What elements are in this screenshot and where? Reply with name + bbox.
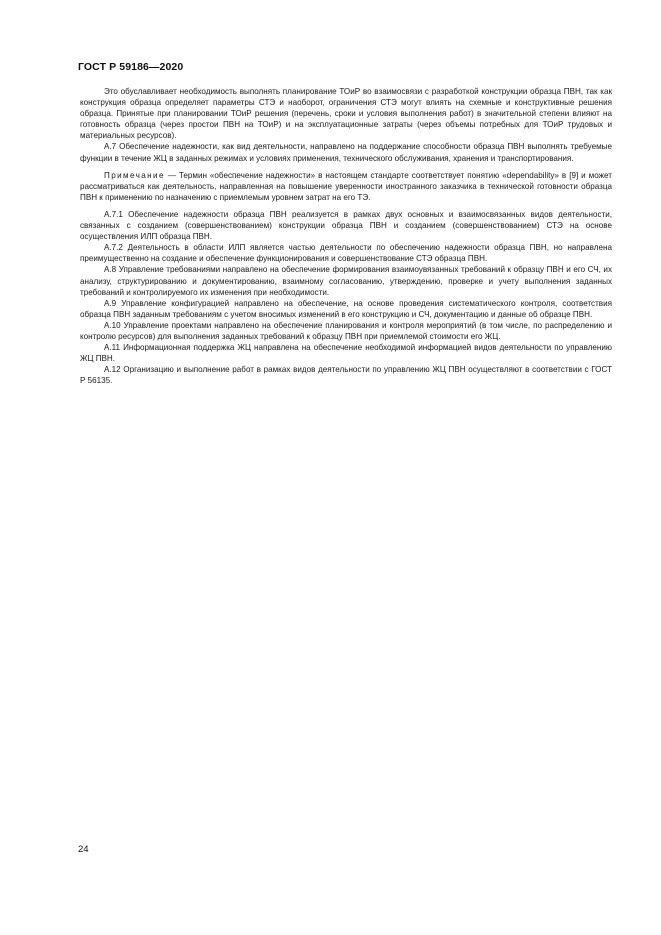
paragraph-a11: А.11 Информационная поддержка ЖЦ направлена на обеспечение необходимой информацией видов деятельности по управлению ЖЦ ПВН.	[80, 343, 612, 364]
paragraph-a7-2: А.7.2 Деятельность в области ИЛП является частью деятельности по обеспечению надежности образца ПВН, но направлена преимущественно на создание и обеспечение функционирования и совершенствование СТЭ образца ПВН.	[80, 243, 612, 264]
paragraph-a9: А.9 Управление конфигурацией направлено на обеспечение, на основе проведения систематического контроля, соответствия образца ПВН заданным требованиям с учетом вносимых изменений в его конструкцию и СЧ, документацию и данные об образце ПВН.	[80, 298, 612, 319]
note-label: Примечание	[104, 170, 165, 180]
paragraph-a7: А.7 Обеспечение надежности, как вид деятельности, направлено на поддержание способности образца ПВН выполнять требуемые функции в течение ЖЦ в заданных режимах и условиях применения, технического обслуживания, хранения и транспортирования.	[80, 142, 612, 163]
page-number: 24	[78, 844, 89, 855]
paragraph-toir-planning: Это обуславливает необходимость выполнять планирование ТОиР во взаимосвязи с разработкой конструкции образца ПВН, так как конструкция образца определяет параметры СТЭ и наоборот, ограничения СТЭ могут влиять на схемные и конструктивные решения образца. Принятые при планировании ТОиР решения (перечень, сроки и условия выполнения работ) в значительной степени влияют на готовность образца (через простои ПВН на ТОиР) и на эксплуатационные затраты (через объемы потребных для ТОиР трудовых и материальных ресурсов).	[80, 87, 612, 141]
paragraph-a12: А.12 Организацию и выполнение работ в рамках видов деятельности по управлению ЖЦ ПВН осуществляют в соответствии с ГОСТ Р 56135.	[80, 365, 612, 386]
document-body	[80, 86, 612, 386]
paragraph-a7-1: А.7.1 Обеспечение надежности образца ПВН реализуется в рамках двух основных и взаимосвязанных видов деятельности, связанных с созданием (совершенствованием) конструкции образца ПВН и созданием (совершенствованием) СТЭ на основе осуществления ИЛП образца ПВН.	[80, 209, 612, 242]
paragraph-a8: А.8 Управление требованиями направлено на обеспечение формирования взаимоувязанных требований к образцу ПВН и его СЧ, их анализу, структурированию и документированию, взаимному согласованию, утверждению, проверке и учету выполнения заданных требований и контролируемого их изменения при необходимости.	[80, 265, 612, 297]
paragraph-a10: А.10 Управление проектами направлено на обеспечение планирования и контроля мероприятий (в том числе, по распределению и контролю ресурсов) для выполнения заданных требований к образцу ПВН при приемлемой стоимости его ЖЦ.	[80, 320, 612, 341]
document-header-title: ГОСТ Р 59186—2020	[78, 61, 184, 73]
note-text: — Термин «обеспечение надежности» в настоящем стандарте соответствует понятию «dependability» в [9] и может рассматриваться как деятельность, направленная на повышение уверенности иностранного заказчика в технической готовности образца ПВН к применению по назначению с приемлемым уровнем затрат на его ТЭ.	[80, 170, 612, 202]
note-paragraph	[80, 170, 612, 203]
